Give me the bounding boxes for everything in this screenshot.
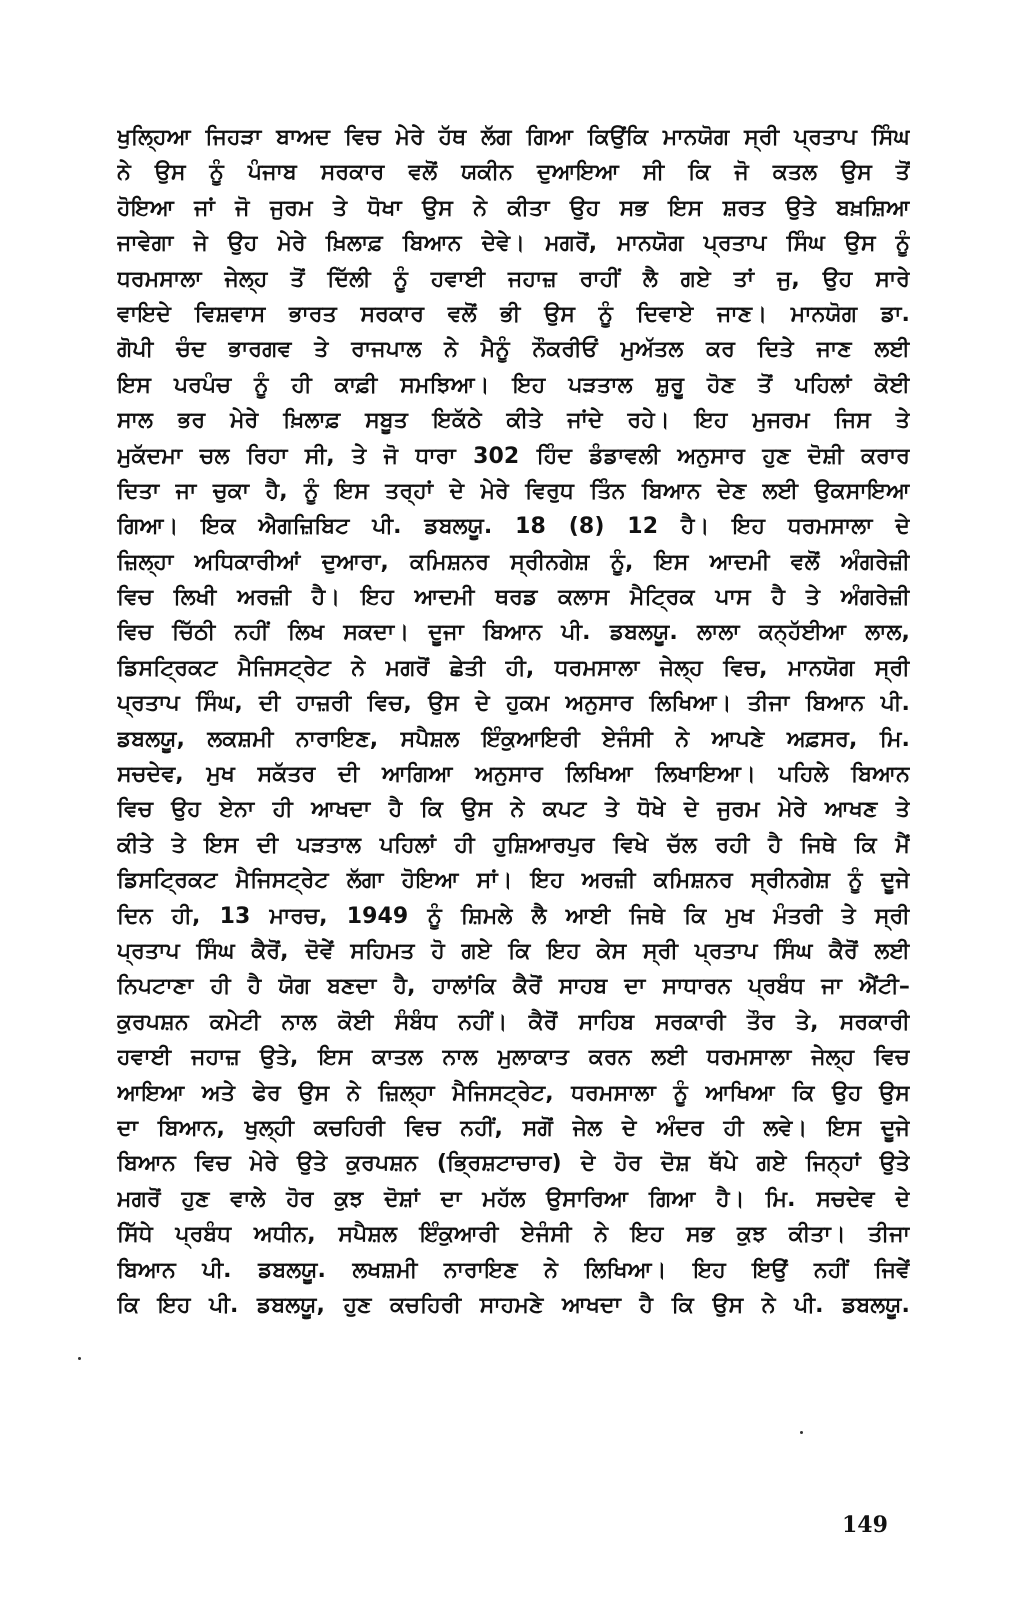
text-line: ਵਾਇਦੇ ਵਿਸ਼ਵਾਸ ਭਾਰਤ ਸਰਕਾਰ ਵਲੋਂ ਭੀ ਉਸ ਨੂੰ ਦਿਵਾਏ ਜਾਣ। ਮਾਨਯੋਗ ਡਾ. (117, 301, 910, 327)
text-line: ਵਿਚ ਲਿਖੀ ਅਰਜ਼ੀ ਹੈ। ਇਹ ਆਦਮੀ ਥਰਡ ਕਲਾਸ ਮੈਟ੍ਰਿਕ ਪਾਸ ਹੈ ਤੇ ਅੰਗਰੇਜ਼ੀ (117, 585, 910, 611)
text-line: ਹੋਇਆ ਜਾਂ ਜੋ ਜੁਰਮ ਤੇ ਧੋਖਾ ਉਸ ਨੇ ਕੀਤਾ ਉਹ ਸਭ ਇਸ ਸ਼ਰਤ ਉਤੇ ਬਖ਼ਸ਼ਿਆ (117, 195, 910, 221)
text-line: ਆਇਆ ਅਤੇ ਫੇਰ ਉਸ ਨੇ ਜ਼ਿਲ੍ਹਾ ਮੈਜਿਸਟ੍ਰੇਟ, ਧਰਮਸਾਲਾ ਨੂੰ ਆਖਿਆ ਕਿ ਉਹ ਉਸ (117, 1080, 910, 1106)
text-line: ਨਿਪਟਾਣਾ ਹੀ ਹੈ ਯੋਗ ਬਣਦਾ ਹੈ, ਹਾਲਾਂਕਿ ਕੈਰੋਂ ਸਾਹਬ ਦਾ ਸਾਧਾਰਨ ਪ੍ਰਬੰਧ ਜਾ ਐਂਟੀ– (117, 974, 910, 1000)
text-line: ਬਿਆਨ ਵਿਚ ਮੇਰੇ ਉਤੇ ਕੁਰਪਸ਼ਨ (ਭ੍ਰਿਸ਼ਟਾਚਾਰ) ਦੇ ਹੋਰ ਦੋਸ਼ ਥੱਪੇ ਗਏ ਜਿਨ੍ਹਾਂ ਉਤੇ (117, 1151, 910, 1177)
text-line: ਸਿੱਧੇ ਪ੍ਰਬੰਧ ਅਧੀਨ, ਸਪੈਸ਼ਲ ਇੰਕੁਆਰੀ ਏਜੰਸੀ ਨੇ ਇਹ ਸਭ ਕੁਝ ਕੀਤਾ। ਤੀਜਾ (117, 1222, 910, 1248)
text-line: ਖੁਲ੍ਹਿਆ ਜਿਹੜਾ ਬਾਅਦ ਵਿਚ ਮੇਰੇ ਹੱਥ ਲੱਗ ਗਿਆ ਕਿਉਂਕਿ ਮਾਨਯੋਗ ਸ੍ਰੀ ਪ੍ਰਤਾਪ ਸਿੰਘ (117, 125, 910, 150)
text-line: ਕੁਰਪਸ਼ਨ ਕਮੇਟੀ ਨਾਲ ਕੋਈ ਸੰਬੰਧ ਨਹੀਂ। ਕੈਰੋਂ ਸਾਹਿਬ ਸਰਕਾਰੀ ਤੌਰ ਤੇ, ਸਰਕਾਰੀ (117, 1009, 910, 1035)
text-line: ਕਿ ਇਹ ਪੀ. ਡਬਲਯੂ, ਹੁਣ ਕਚਹਿਰੀ ਸਾਹਮਣੇ ਆਖਦਾ ਹੈ ਕਿ ਉਸ ਨੇ ਪੀ. ਡਬਲਯੂ. (117, 1292, 910, 1318)
text-line: ਸਚਦੇਵ, ਮੁਖ ਸਕੱਤਰ ਦੀ ਆਗਿਆ ਅਨੁਸਾਰ ਲਿਖਿਆ ਲਿਖਾਇਆ। ਪਹਿਲੇ ਬਿਆਨ (117, 762, 910, 788)
text-line: ਡਿਸਟ੍ਰਿਕਟ ਮੈਜਿਸਟ੍ਰੇਟ ਨੇ ਮਗਰੋਂ ਛੇਤੀ ਹੀ, ਧਰਮਸਾਲਾ ਜੇਲ੍ਹ ਵਿਚ, ਮਾਨਯੋਗ ਸ੍ਰੀ (117, 655, 910, 681)
text-line: ਹਵਾਈ ਜਹਾਜ਼ ਉਤੇ, ਇਸ ਕਾਤਲ ਨਾਲ ਮੁਲਾਕਾਤ ਕਰਨ ਲਈ ਧਰਮਸਾਲਾ ਜੇਲ੍ਹ ਵਿਚ (117, 1045, 910, 1071)
text-line: ਇਸ ਪਰਪੰਚ ਨੂੰ ਹੀ ਕਾਫ਼ੀ ਸਮਝਿਆ। ਇਹ ਪੜਤਾਲ ਸ਼ੁਰੂ ਹੋਣ ਤੋਂ ਪਹਿਲਾਂ ਕੋਈ (117, 372, 910, 398)
text-line: ਮੁਕੱਦਮਾ ਚਲ ਰਿਹਾ ਸੀ, ਤੇ ਜੋ ਧਾਰਾ 302 ਹਿੰਦ ਡੰਡਾਵਲੀ ਅਨੁਸਾਰ ਹੁਣ ਦੋਸ਼ੀ ਕਰਾਰ (117, 443, 910, 469)
text-line: ਡਿਸਟ੍ਰਿਕਟ ਮੈਜਿਸਟ੍ਰੇਟ ਲੱਗਾ ਹੋਇਆ ਸਾਂ। ਇਹ ਅਰਜ਼ੀ ਕਮਿਸ਼ਨਰ ਸ੍ਰੀਨਗੇਸ਼ ਨੂੰ ਦੂਜੇ (117, 868, 910, 894)
text-line: ਨੇ ਉਸ ਨੂੰ ਪੰਜਾਬ ਸਰਕਾਰ ਵਲੋਂ ਯਕੀਨ ਦੁਆਇਆ ਸੀ ਕਿ ਜੋ ਕਤਲ ਉਸ ਤੋਂ (117, 160, 910, 186)
text-line: ਡਬਲਯੂ, ਲਕਸ਼ਮੀ ਨਾਰਾਇਣ, ਸਪੈਸ਼ਲ ਇੰਕੁਆਇਰੀ ਏਜੰਸੀ ਨੇ ਆਪਣੇ ਅਫ਼ਸਰ, ਮਿ. (117, 726, 910, 752)
text-line: ਜਾਵੇਗਾ ਜੇ ਉਹ ਮੇਰੇ ਖ਼ਿਲਾਫ਼ ਬਿਆਨ ਦੇਵੇ। ਮਗਰੋਂ, ਮਾਨਯੋਗ ਪ੍ਰਤਾਪ ਸਿੰਘ ਉਸ ਨੂੰ (117, 231, 910, 257)
text-line: ਦਿਤਾ ਜਾ ਚੁਕਾ ਹੈ, ਨੂੰ ਇਸ ਤਰ੍ਹਾਂ ਦੇ ਮੇਰੇ ਵਿਰੁਧ ਤਿੰਨ ਬਿਆਨ ਦੇਣ ਲਈ ਉਕਸਾਇਆ (117, 478, 910, 504)
text-line: ਦਾ ਬਿਆਨ, ਖੁਲ੍ਹੀ ਕਚਹਿਰੀ ਵਿਚ ਨਹੀਂ, ਸਗੋਂ ਜੇਲ ਦੇ ਅੰਦਰ ਹੀ ਲਵੇ। ਇਸ ਦੂਜੇ (117, 1115, 910, 1141)
text-line: ਪ੍ਰਤਾਪ ਸਿੰਘ ਕੈਰੋਂ, ਦੋਵੇਂ ਸਹਿਮਤ ਹੋ ਗਏ ਕਿ ਇਹ ਕੇਸ ਸ੍ਰੀ ਪ੍ਰਤਾਪ ਸਿੰਘ ਕੈਰੋਂ ਲਈ (117, 938, 910, 964)
text-line: ਮਗਰੋਂ ਹੁਣ ਵਾਲੇ ਹੋਰ ਕੁਝ ਦੋਸ਼ਾਂ ਦਾ ਮਹੱਲ ਉਸਾਰਿਆ ਗਿਆ ਹੈ। ਮਿ. ਸਚਦੇਵ ਦੇ (117, 1186, 910, 1212)
text-line: ਕੀਤੇ ਤੇ ਇਸ ਦੀ ਪੜਤਾਲ ਪਹਿਲਾਂ ਹੀ ਹੁਸ਼ਿਆਰਪੁਰ ਵਿਖੇ ਚੱਲ ਰਹੀ ਹੈ ਜਿਥੇ ਕਿ ਮੈਂ (117, 832, 910, 858)
text-line: ਧਰਮਸਾਲਾ ਜੇਲ੍ਹ ਤੋਂ ਦਿੱਲੀ ਨੂੰ ਹਵਾਈ ਜਹਾਜ਼ ਰਾਹੀਂ ਲੈ ਗਏ ਤਾਂ ਜੁ, ਉਹ ਸਾਰੇ (117, 266, 910, 292)
scan-speck (800, 1431, 803, 1434)
text-line: ਦਿਨ ਹੀ, 13 ਮਾਰਚ, 1949 ਨੂੰ ਸ਼ਿਮਲੇ ਲੈ ਆਈ ਜਿਥੇ ਕਿ ਮੁਖ ਮੰਤਰੀ ਤੇ ਸ੍ਰੀ (117, 903, 910, 929)
text-line: ਵਿਚ ਉਹ ਏਨਾ ਹੀ ਆਖਦਾ ਹੈ ਕਿ ਉਸ ਨੇ ਕਪਟ ਤੇ ਧੋਖੇ ਦੇ ਜੁਰਮ ਮੇਰੇ ਆਖਣ ਤੇ (117, 797, 910, 823)
text-line: ਸਾਲ ਭਰ ਮੇਰੇ ਖ਼ਿਲਾਫ਼ ਸਬੂਤ ਇਕੱਠੇ ਕੀਤੇ ਜਾਂਦੇ ਰਹੇ। ਇਹ ਮੁਜਰਮ ਜਿਸ ਤੇ (117, 408, 910, 434)
text-line: ਜ਼ਿਲ੍ਹਾ ਅਧਿਕਾਰੀਆਂ ਦੁਆਰਾ, ਕਮਿਸ਼ਨਰ ਸ੍ਰੀਨਗੇਸ਼ ਨੂੰ, ਇਸ ਆਦਮੀ ਵਲੋਂ ਅੰਗਰੇਜ਼ੀ (117, 549, 910, 575)
scan-speck (78, 1357, 81, 1360)
text-line: ਗੋਪੀ ਚੰਦ ਭਾਰਗਵ ਤੇ ਰਾਜਪਾਲ ਨੇ ਮੈਨੂੰ ਨੌਕਰੀਓਂ ਮੁਅੱਤਲ ਕਰ ਦਿਤੇ ਜਾਣ ਲਈ (117, 337, 910, 363)
text-line: ਬਿਆਨ ਪੀ. ਡਬਲਯੂ. ਲਖਸ਼ਮੀ ਨਾਰਾਇਣ ਨੇ ਲਿਖਿਆ। ਇਹ ਇਉਂ ਨਹੀਂ ਜਿਵੇਂ (117, 1257, 910, 1283)
text-line: ਗਿਆ। ਇਕ ਐਗਜ਼ਿਬਿਟ ਪੀ. ਡਬਲਯੂ. 18 (8) 12 ਹੈ। ਇਹ ਧਰਮਸਾਲਾ ਦੇ (117, 514, 910, 540)
text-line: ਵਿਚ ਚਿੱਠੀ ਨਹੀਂ ਲਿਖ ਸਕਦਾ। ਦੂਜਾ ਬਿਆਨ ਪੀ. ਡਬਲਯੂ. ਲਾਲਾ ਕਨ੍ਹੱਈਆ ਲਾਲ, (117, 620, 910, 646)
text-line: ਪ੍ਰਤਾਪ ਸਿੰਘ, ਦੀ ਹਾਜ਼ਰੀ ਵਿਚ, ਉਸ ਦੇ ਹੁਕਮ ਅਨੁਸਾਰ ਲਿਖਿਆ। ਤੀਜਾ ਬਿਆਨ ਪੀ. (117, 691, 910, 717)
page-body-text (117, 120, 910, 1323)
page-number: 149 (842, 1512, 888, 1538)
